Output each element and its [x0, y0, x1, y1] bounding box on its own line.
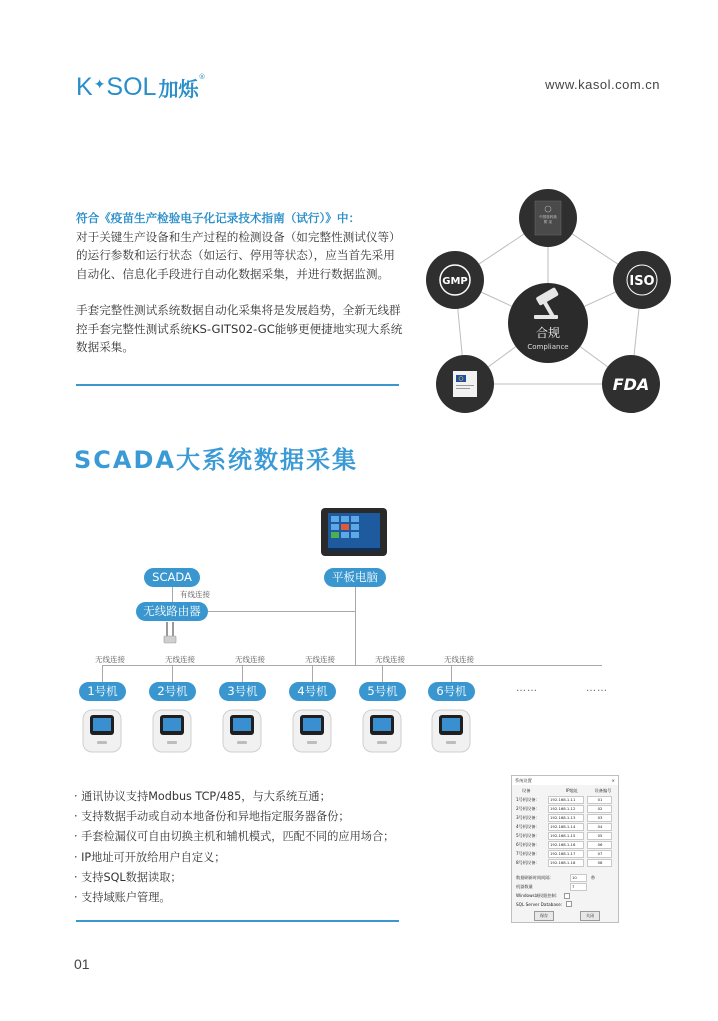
device-row — [516, 805, 612, 813]
device-name: 5号机设备： — [516, 833, 540, 838]
window-title: 系统设置 — [515, 778, 532, 783]
more-machines-ellipsis: …… — [586, 683, 608, 694]
machine-link — [172, 665, 173, 682]
machine-pill-3[interactable]: 3号机 — [219, 682, 266, 701]
windows-auth-row — [516, 892, 570, 900]
id-input[interactable]: 08 — [587, 859, 612, 867]
id-input[interactable]: 05 — [587, 832, 612, 840]
device-row — [516, 841, 612, 849]
col-ip: IP地址 — [565, 788, 579, 793]
device-row — [516, 823, 612, 831]
wireless-bus — [102, 665, 602, 666]
sql-label: SQL Server Database: — [516, 901, 563, 907]
scada-router-link — [172, 587, 173, 603]
device-row — [516, 859, 612, 867]
machine-pill-1[interactable]: 1号机 — [79, 682, 126, 701]
gmp-node — [426, 251, 484, 309]
compliance-center — [508, 283, 588, 363]
intro-body: 对于关键生产设备和生产过程的检测设备（如完整性测试仪等）的运行参数和运行状态（如运行、停用等状态），应当首先采用自动化、信息化手段进行自动化数据采集，并进行数据监测。 — [76, 229, 401, 281]
feature-item: · 通讯协议支持Modbus TCP/485，与大系统互通； — [74, 790, 331, 803]
pharmacopoeia-node — [519, 189, 577, 247]
compliance-cn: 合规 — [535, 326, 561, 340]
glove-tester-device-image — [151, 708, 193, 754]
interval-input[interactable]: 10 — [570, 874, 587, 882]
interval-row — [516, 874, 595, 882]
logo-letter-k: K — [76, 72, 93, 101]
feature-list — [74, 787, 394, 908]
interval-label: 数据刷新时间间隔： — [516, 875, 554, 880]
col-device: 设备 — [522, 788, 531, 793]
id-input[interactable]: 01 — [587, 796, 612, 804]
id-input[interactable]: 02 — [587, 805, 612, 813]
divider — [76, 384, 399, 386]
glove-tester-device-image — [81, 708, 123, 754]
fda-node — [602, 355, 660, 413]
wireless-connection-label: 无线连接 — [95, 655, 125, 664]
page-number: 01 — [74, 956, 90, 972]
device-row — [516, 850, 612, 858]
ip-input[interactable]: 192.168.1.13 — [548, 814, 584, 822]
kasol-logo — [76, 72, 205, 102]
machine-pill-5[interactable]: 5号机 — [359, 682, 406, 701]
logo-text-cn: 加烁 — [158, 76, 199, 101]
section-title: SCADA大系统数据采集 — [74, 446, 358, 474]
machine-link — [382, 665, 383, 682]
intro-paragraph-1 — [76, 209, 406, 283]
iso-label: ISO — [629, 274, 655, 289]
device-row — [516, 796, 612, 804]
id-input[interactable]: 04 — [587, 823, 612, 831]
tablet-pill[interactable]: 平板电脑 — [324, 568, 386, 587]
col-id: 设备编号 — [594, 788, 612, 793]
ip-input[interactable]: 192.168.1.15 — [548, 832, 584, 840]
machine-link — [451, 665, 452, 682]
glove-tester-device-image — [430, 708, 472, 754]
sparkle-icon: ✦ — [93, 77, 106, 93]
feature-item: · 支持SQL数据读取； — [74, 870, 182, 884]
device-name: 2号机设备： — [516, 806, 540, 811]
website-url[interactable]: www.kasol.com.cn — [545, 77, 660, 92]
device-name: 8号机设备： — [516, 860, 540, 865]
book-title-line-1: 中国兽药典 — [539, 215, 557, 219]
window-header-row — [516, 787, 616, 795]
windows-auth-label: Windows域权限控制： — [516, 893, 560, 898]
divider — [76, 920, 399, 922]
machine-pill-2[interactable]: 2号机 — [149, 682, 196, 701]
fda-label: FDA — [612, 375, 650, 394]
ip-input[interactable]: 192.168.1.14 — [548, 823, 584, 831]
wireless-connection-label: 无线连接 — [444, 655, 474, 664]
window-titlebar — [512, 776, 618, 785]
glove-tester-device-image — [221, 708, 263, 754]
machine-pill-4[interactable]: 4号机 — [289, 682, 336, 701]
eu-node — [436, 355, 494, 413]
save-button[interactable]: 保存 — [534, 911, 554, 921]
tablet-image — [320, 506, 388, 558]
count-input[interactable]: 7 — [570, 883, 587, 891]
gmp-label: GMP — [442, 276, 468, 287]
registered-mark: ® — [198, 73, 206, 81]
wireless-connection-label: 无线连接 — [165, 655, 195, 664]
router-pill[interactable]: 无线路由器 — [136, 602, 208, 621]
ip-input[interactable]: 192.168.1.18 — [548, 859, 584, 867]
more-machines-ellipsis: …… — [516, 683, 538, 694]
machine-pill-6[interactable]: 6号机 — [428, 682, 475, 701]
machine-link — [242, 665, 243, 682]
ip-input[interactable]: 192.168.1.11 — [548, 796, 584, 804]
glove-tester-device-image — [291, 708, 333, 754]
ip-input[interactable]: 192.168.1.12 — [548, 805, 584, 813]
glove-tester-device-image — [361, 708, 403, 754]
device-name: 3号机设备： — [516, 815, 540, 820]
interval-unit: 秒 — [591, 875, 596, 880]
wireless-connection-label: 无线连接 — [235, 655, 265, 664]
wireless-connection-label: 无线连接 — [375, 655, 405, 664]
intro-text — [76, 209, 406, 357]
scada-pill[interactable]: SCADA — [144, 568, 200, 587]
tablet-link — [355, 587, 356, 665]
book-title-line-2: 附 录 — [543, 220, 553, 224]
device-name: 4号机设备： — [516, 824, 540, 829]
windows-auth-checkbox[interactable] — [564, 893, 570, 899]
close-icon[interactable]: × — [611, 778, 615, 783]
settings-window — [511, 775, 619, 923]
iso-node — [613, 251, 671, 309]
compliance-en: Compliance — [527, 343, 569, 351]
device-row — [516, 814, 612, 822]
id-input[interactable]: 07 — [587, 850, 612, 858]
machine-link — [102, 665, 103, 682]
id-input[interactable]: 03 — [587, 814, 612, 822]
intro-paragraph-2: 手套完整性测试系统数据自动化采集将是发展趋势，全新无线群控手套完整性测试系统KS-GITS02-GC能够更便捷地实现大系统数据采集。 — [76, 303, 403, 354]
id-input[interactable]: 06 — [587, 841, 612, 849]
count-label: 机器数量 — [516, 884, 533, 889]
ip-input[interactable]: 192.168.1.17 — [548, 850, 584, 858]
logo-text-sol: SOL — [106, 72, 157, 101]
feature-item: · 手套检漏仪可自由切换主机和辅机模式，匹配不同的应用场合； — [74, 830, 395, 844]
feature-item: · IP地址可开放给用户自定义； — [74, 850, 226, 864]
router-antenna-icon — [163, 622, 177, 648]
machine-link — [312, 665, 313, 682]
router-tablet-link — [208, 611, 355, 612]
device-name: 6号机设备： — [516, 842, 540, 847]
compliance-diagram — [418, 188, 678, 420]
device-name: 7号机设备： — [516, 851, 540, 856]
sql-checkbox[interactable] — [566, 901, 572, 907]
intro-lead: 符合《疫苗生产检验电子化记录技术指南（试行）》中： — [76, 211, 361, 225]
ip-input[interactable]: 192.168.1.16 — [548, 841, 584, 849]
wired-connection-label: 有线连接 — [180, 590, 210, 599]
feature-item: · 支持数据手动或自动本地备份和异地指定服务器备份； — [74, 810, 350, 824]
count-row — [516, 883, 587, 891]
wireless-connection-label: 无线连接 — [305, 655, 335, 664]
device-row — [516, 832, 612, 840]
feature-item: · 支持域账户管理。 — [74, 891, 171, 905]
close-button[interactable]: 关闭 — [580, 911, 600, 921]
device-name: 1号机设备： — [516, 797, 540, 802]
sql-row — [516, 900, 572, 908]
